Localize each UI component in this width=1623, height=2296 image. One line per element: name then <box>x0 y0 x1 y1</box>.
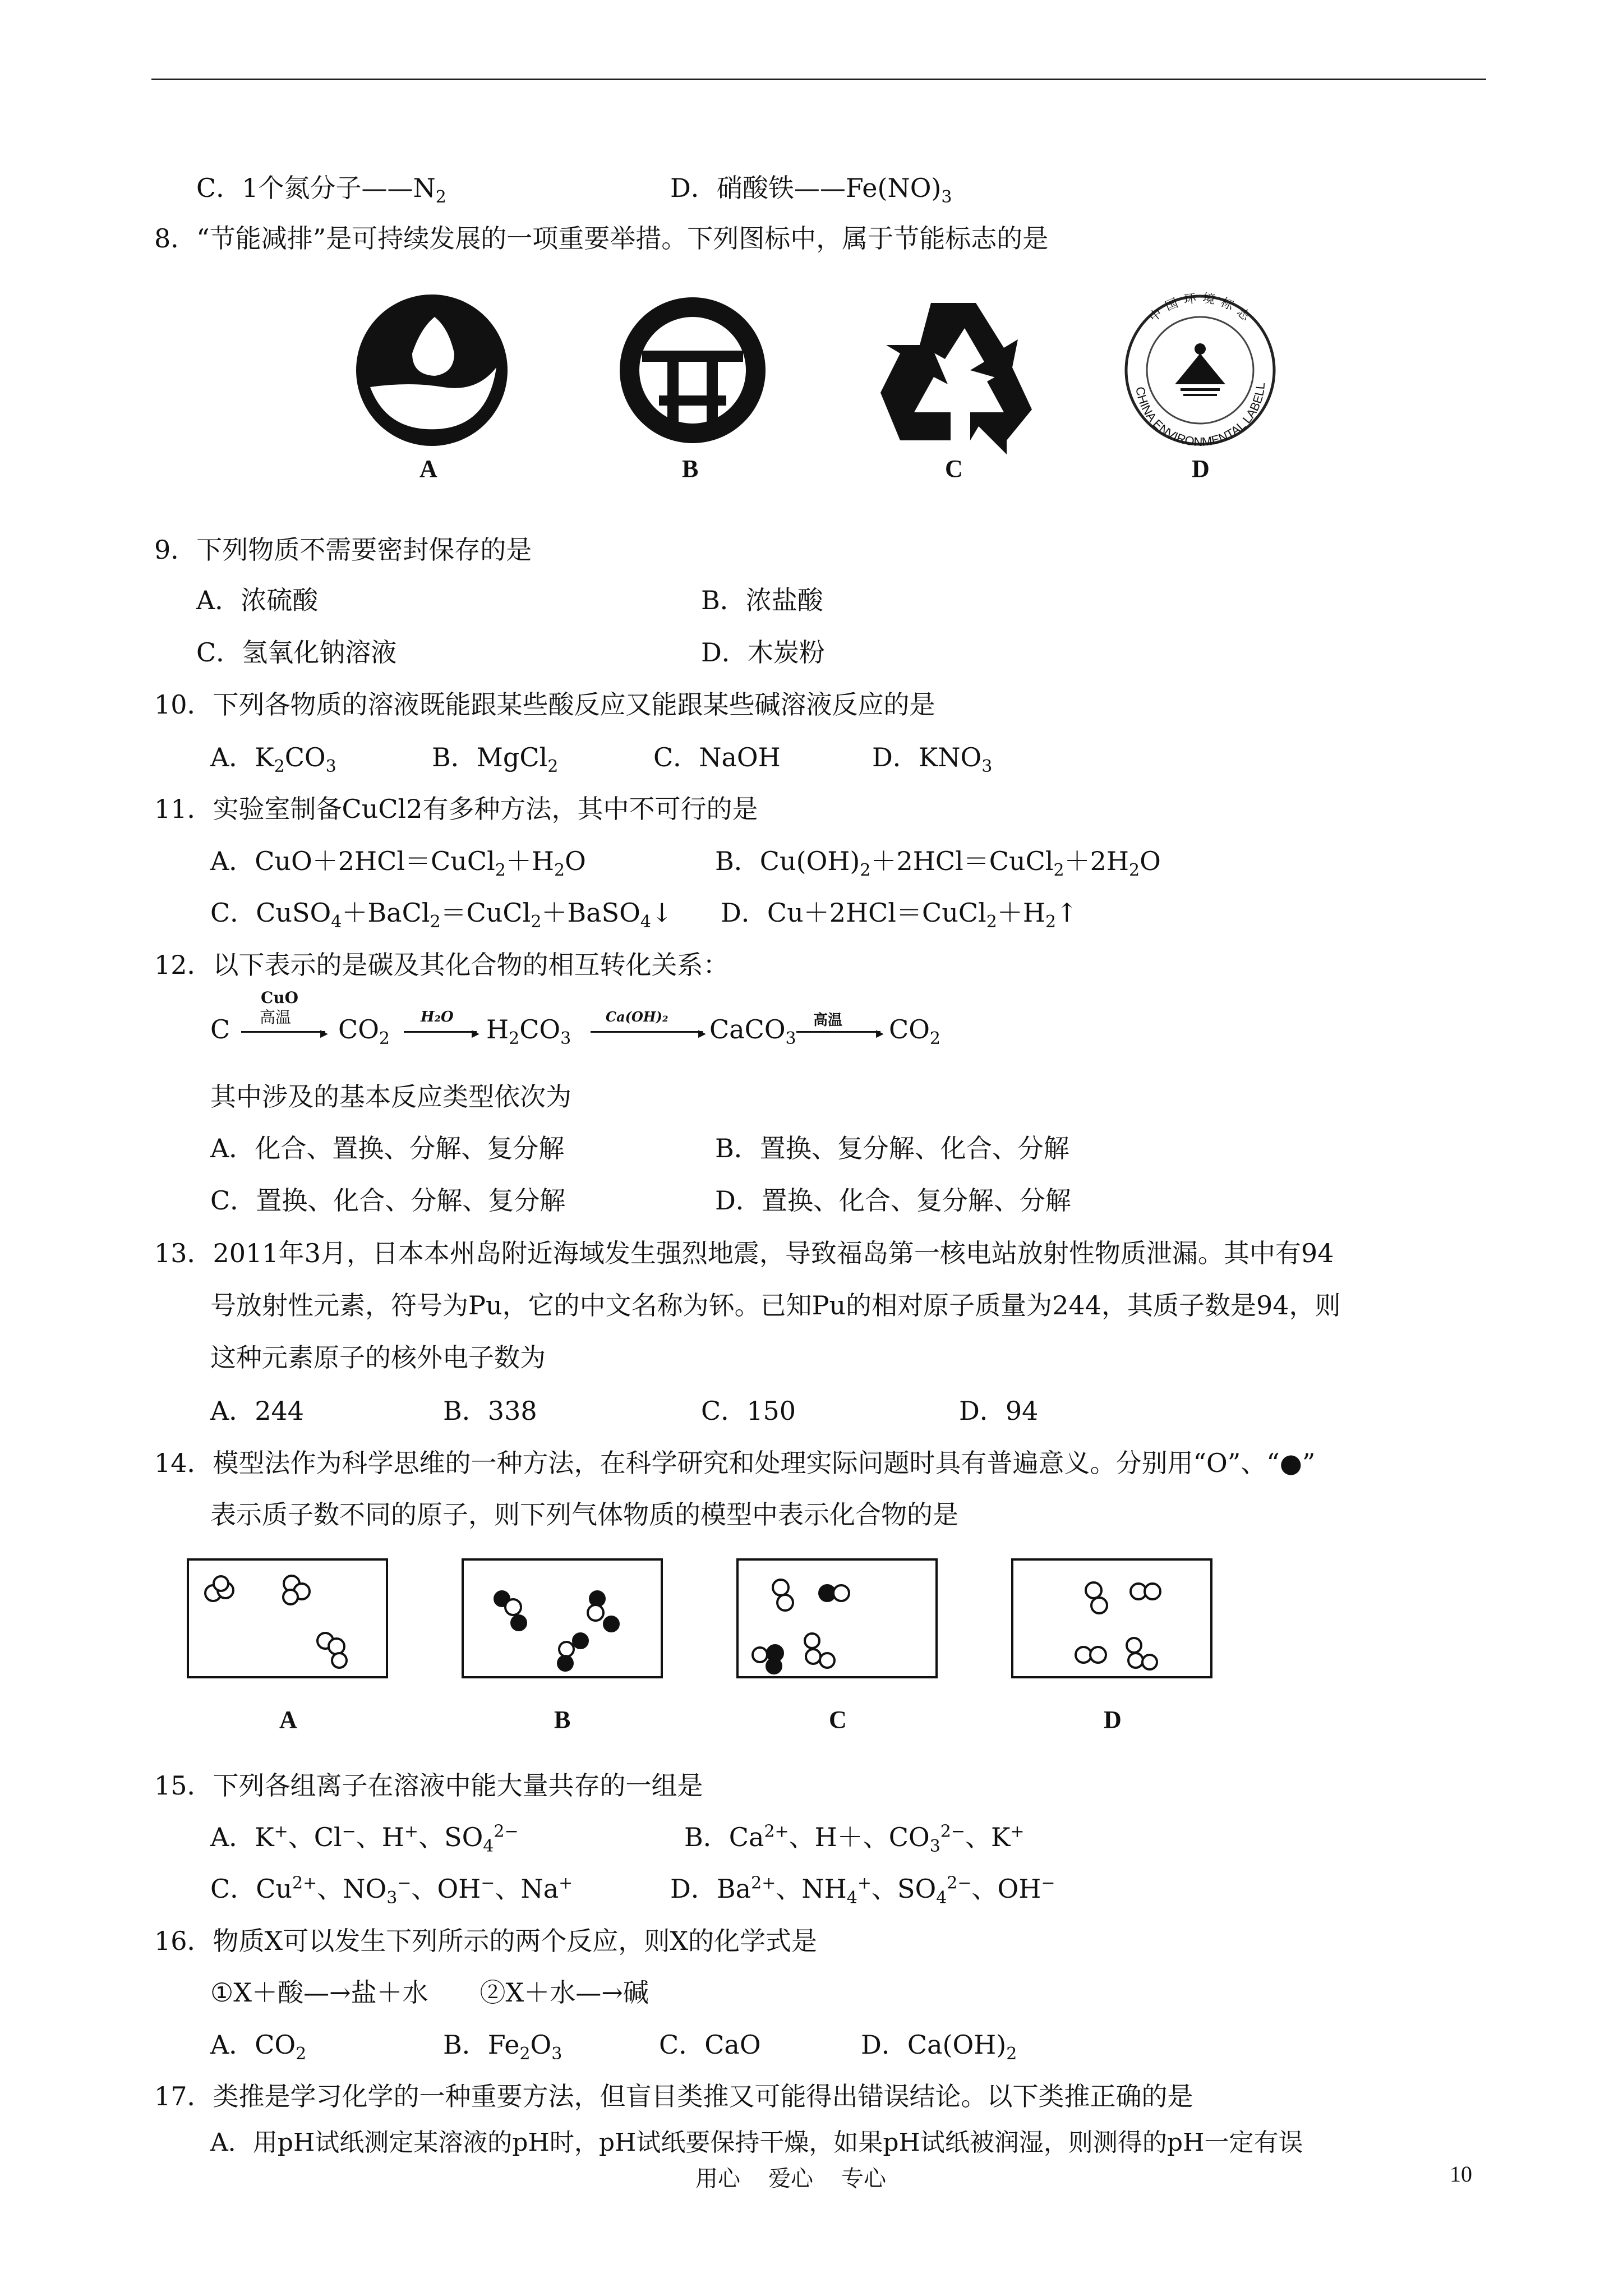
model-box-d <box>1012 1559 1211 1677</box>
q14-models <box>185 1557 1223 1697</box>
q14-line-2: 表示质子数不同的原子，则下列气体物质的模型中表示化合物的是 <box>210 1499 958 1530</box>
q8-icons <box>336 292 1374 494</box>
q13-line-2: 号放射性元素，符号为Pu，它的中文名称为钚。已知Pu的相对原子质量为244，其质子数是94，则 <box>210 1290 1341 1320</box>
q9-option-c: C．氢氧化钠溶液 <box>196 637 397 668</box>
q9-option-d: D．木炭粉 <box>701 637 825 668</box>
q13-option-c: C．150 <box>701 1396 796 1426</box>
q13-option-d: D．94 <box>959 1396 1039 1426</box>
q14-line-1: 14．模型法作为科学思维的一种方法，在科学研究和处理实际问题时具有普遍意义。分别用“O”、“●” <box>154 1448 1316 1478</box>
q16-option-b: B．$Fe_2O_3$ <box>443 2030 562 2064</box>
svg-text:中国环境标志: 中国环境标志 <box>1146 292 1257 328</box>
q8-stem: 8．“节能减排”是可持续发展的一项重要举措。下列图标中，属于节能标志的是 <box>154 223 1049 254</box>
q16-option-d: D．$Ca(OH)_2$ <box>861 2030 1017 2064</box>
q12-option-b: B．置换、复分解、化合、分解 <box>715 1133 1069 1163</box>
q13-option-b: B．338 <box>443 1396 537 1426</box>
q11-option-b: B．$Cu(OH)_2+2HCl=CuCl_2+2H_2O$ <box>715 846 1161 881</box>
q12-option-c: C．置换、化合、分解、复分解 <box>210 1185 566 1216</box>
q12-option-a: A．化合、置换、分解、复分解 <box>210 1133 565 1163</box>
footer-motto-1: 用心 <box>695 2166 740 2192</box>
q7-option-c: C．1个氮分子$——N_2$ <box>196 173 446 208</box>
q14-label-c: C <box>829 1706 847 1733</box>
q7-option-d: D．硝酸铁$——Fe(NO)_3$ <box>670 173 952 208</box>
q10-stem: 10．下列各物质的溶液既能跟某些酸反应又能跟某些碱溶液反应的是 <box>154 689 935 720</box>
q12-stem: 12．以下表示的是碳及其化合物的相互转化关系： <box>154 950 729 980</box>
footer-motto-2: 爱心 <box>768 2166 813 2192</box>
q13-line-3: 这种元素原子的核外电子数为 <box>210 1342 546 1373</box>
q10-option-a: A．$K_2CO_3$ <box>210 742 336 777</box>
q14-label-a: A <box>279 1706 297 1733</box>
q8-label-b: B <box>682 455 699 482</box>
q9-option-b: B．浓盐酸 <box>701 585 823 615</box>
q15-option-b: B．$Ca^{2+}$、H＋、$CO_3^{2-}$、K+ <box>684 1821 1025 1857</box>
svg-text:CHINA ENVIRONMENTAL LABELLING: CHINA ENVIRONMENTAL LABELL <box>1133 381 1268 449</box>
q9-option-a: A．浓硫酸 <box>196 585 319 615</box>
model-box-c <box>737 1559 937 1677</box>
q15-option-d: D．$Ba^{2+}$、$NH_4^+$、$SO_4^{2-}$、OH− <box>670 1873 1055 1908</box>
q10-option-d: D．$KNO_3$ <box>872 742 993 777</box>
q14-label-b: B <box>554 1706 571 1733</box>
q16-option-a: A．$CO_2$ <box>210 2030 307 2064</box>
recycling-icon <box>880 303 1032 454</box>
q12-option-d: D．置换、化合、复分解、分解 <box>715 1185 1071 1216</box>
environmental-label-icon <box>1126 292 1274 449</box>
q13-option-a: A．244 <box>210 1396 305 1426</box>
q8-label-c: C <box>945 455 963 482</box>
q12-substem: 其中涉及的基本反应类型依次为 <box>210 1082 571 1112</box>
q15-option-a: A．K+、Cl−、H+、$SO_4^{2-}$ <box>210 1821 519 1857</box>
water-saving-icon <box>356 295 508 446</box>
q17-option-a: A．用pH试纸测定某溶液的pH时，pH试纸要保持干燥，如果pH试纸被润湿，则测得的pH一定有误 <box>210 2128 1303 2157</box>
q8-label-a: A <box>419 455 437 482</box>
q15-option-c: C．$Cu^{2+}$、$NO_3^-$、OH−、Na+ <box>210 1873 573 1908</box>
q10-option-b: B．MgCl$_2$ <box>432 742 559 777</box>
q15-stem: 15．下列各组离子在溶液中能大量共存的一组是 <box>154 1770 703 1801</box>
q8-label-d: D <box>1192 455 1210 482</box>
q13-line-1: 13．2011年3月，日本本州岛附近海域发生强烈地震，导致福岛第一核电站放射性物质泄漏。其中有94 <box>154 1238 1334 1268</box>
q10-option-c: C．NaOH <box>653 742 781 772</box>
footer-motto-3: 专心 <box>841 2166 886 2192</box>
q16-stem: 16．物质X可以发生下列所示的两个反应，则X的化学式是 <box>154 1926 818 1956</box>
q11-option-c: C．CuSO$_4$＋BaCl$_2$＝CuCl$_2$＋BaSO$_4$↓ <box>210 898 673 932</box>
header-rule <box>151 79 1486 80</box>
q16-reactions: ①X＋酸—→盐＋水 ②X＋水—→碱 <box>210 1977 649 2008</box>
q11-stem: 11．实验室制备CuCl2有多种方法，其中不可行的是 <box>154 794 758 824</box>
q14-label-d: D <box>1104 1706 1122 1733</box>
page-number: 10 <box>1450 2161 1472 2187</box>
energy-saving-icon <box>620 297 766 443</box>
q12-reaction-chain: C CuO 高温 ▶ $CO_2$ H₂O ▶ $H_2CO_3$ Ca(OH)₂ ▶ CaCO$_3$ 高温 ▶ $CO_2$ <box>210 988 941 1049</box>
q16-option-c: C．CaO <box>659 2030 761 2060</box>
q17-stem: 17．类推是学习化学的一种重要方法，但盲目类推又可能得出错误结论。以下类推正确的是 <box>154 2081 1193 2111</box>
q9-stem: 9．下列物质不需要密封保存的是 <box>154 535 532 565</box>
q11-option-a: A．$CuO+2HCl=CuCl_2+H_2O$ <box>210 846 586 881</box>
q11-option-d: D．$Cu+2HCl=CuCl_2+H_2↑$ <box>721 898 1078 932</box>
